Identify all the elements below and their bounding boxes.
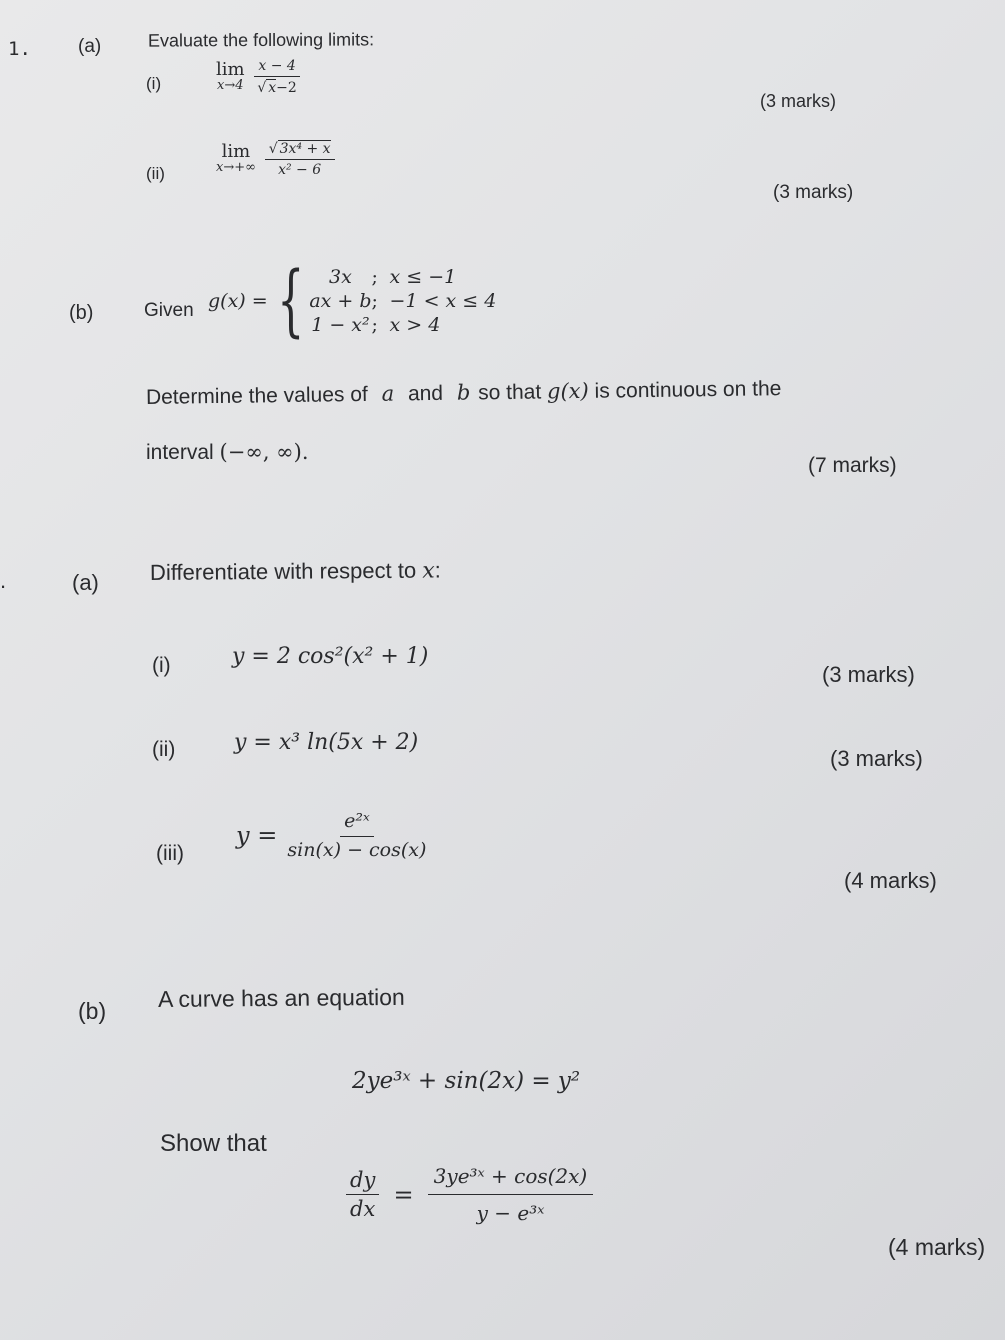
q2a-ii-equation: y = x³ ln(5x + 2): [234, 730, 419, 755]
q1a-label: (a): [78, 36, 102, 57]
q2b-derivative-equation: $\frac{dy}{dx}$ = $\frac{\text{3ye³ˣ + cos(2x)}}{\text{y − e³ˣ}}$: [346, 1164, 593, 1225]
case-expression: ax + b: [309, 290, 372, 312]
q2b-curve-equation: 2ye³ˣ + sin(2x) = y²: [352, 1068, 581, 1094]
q1b-marks: (7 marks): [808, 454, 897, 477]
q2a-label: (a): [72, 570, 99, 595]
q1a-i-label: (i): [146, 74, 162, 93]
question-1-number: 1.: [8, 38, 31, 60]
q1a-ii-marks: (3 marks): [773, 182, 854, 203]
limit-fraction: $\frac{x - 4}{√ x-2}$: [253, 58, 300, 96]
q1a-ii-label: (ii): [146, 164, 165, 183]
q2a-instruction: Differentiate with respect to x:: [149, 557, 441, 585]
q2b-marks: (4 marks): [888, 1234, 986, 1260]
q2b-label: (b): [78, 998, 107, 1024]
q2a-iii-label: (iii): [156, 842, 184, 865]
limit-fraction: $\frac{\text{√ 3x⁴ + x}}{\text{x² − 6}}$: [265, 140, 335, 178]
q2a-ii-label: (ii): [152, 738, 176, 761]
case-condition: x ≤ −1: [389, 266, 457, 288]
piecewise-cases: 3x ; x ≤ −1 ax + b ; −1 < x ≤ 4 1 − x² ; x > 4: [309, 266, 497, 336]
q2a-ii-marks: (3 marks): [830, 746, 923, 771]
derivative-fraction: $\frac{\text{3ye³ˣ + cos(2x)}}{\text{y − e³ˣ}}$: [428, 1164, 594, 1225]
dy-dx-fraction: $\frac{dy}{dx}$: [346, 1168, 379, 1221]
q1b-piecewise-function: [208, 256, 497, 346]
q2a-i-label: (i): [152, 654, 171, 677]
limit-operator: lim x→4: [216, 58, 245, 93]
q1a-i-marks: (3 marks): [760, 91, 836, 111]
q2b-show-that: Show that: [160, 1130, 267, 1157]
q1a-ii-limit-expression: [216, 140, 335, 178]
q2a-i-marks: (3 marks): [822, 662, 915, 687]
case-expression: 1 − x²: [311, 314, 370, 336]
q1b-label: (b): [69, 302, 94, 324]
question-2-number: .: [0, 568, 7, 593]
equation-fraction: $\frac{\text{e²ˣ}}{\sin(x) - \cos(x)}$: [287, 810, 427, 861]
case-condition: x > 4: [389, 314, 441, 336]
function-name: g(x) =: [208, 290, 268, 312]
curly-brace: {: [276, 256, 305, 346]
q1b-given: Given: [144, 300, 194, 321]
q2a-i-equation: y = 2 cos²(x² + 1): [232, 644, 429, 669]
case-expression: 3x: [329, 266, 352, 288]
case-condition: −1 < x ≤ 4: [389, 290, 497, 312]
limit-operator: lim x→+∞: [216, 140, 256, 175]
q1b-instruction-line-1: Determine the values of a and b so that g(x) is continuous on the: [145, 377, 782, 409]
q2a-iii-marks: (4 marks): [844, 868, 937, 893]
q2a-iii-equation: y = $\frac{\text{e²ˣ}}{\sin(x) - \cos(x)}$: [236, 810, 430, 861]
q2b-text: A curve has an equation: [157, 983, 405, 1012]
q1b-instruction-line-2: interval (−∞, ∞).: [146, 440, 309, 464]
q1a-instruction: Evaluate the following limits:: [147, 29, 375, 51]
q1a-i-limit-expression: [216, 58, 301, 96]
